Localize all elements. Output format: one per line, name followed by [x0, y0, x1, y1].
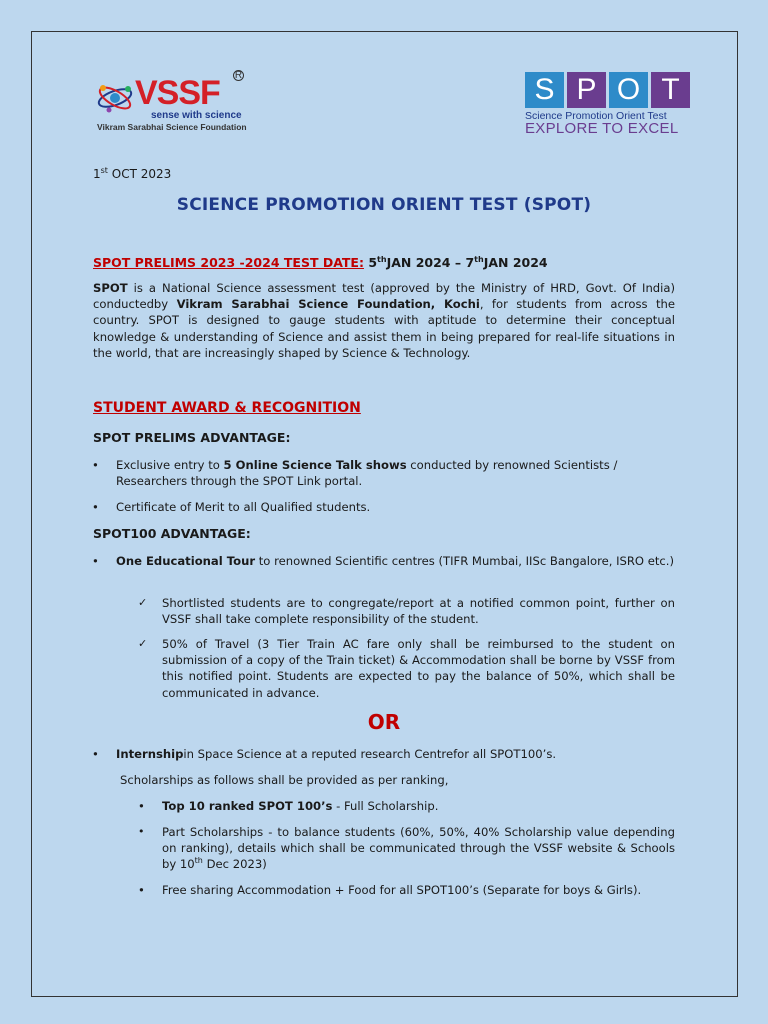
vssf-logo	[95, 70, 255, 138]
scholarship-intro: Scholarships as follows shall be provided as per ranking,	[120, 773, 449, 787]
list-item: • Top 10 ranked SPOT 100’s - Full Scholarship.	[138, 799, 439, 813]
bullet-icon: •	[92, 500, 99, 514]
vssf-wordmark: VSSF	[135, 74, 220, 112]
list-item: • One Educational Tour to renowned Scientific centres (TIFR Mumbai, IISc Bangalore, ISRO etc.)	[92, 554, 674, 568]
page-title: SCIENCE PROMOTION ORIENT TEST (SPOT)	[176, 195, 592, 215]
bullet-icon: •	[92, 747, 99, 761]
document-date: 1st OCT 2023	[93, 166, 172, 181]
spot-letter-p: P	[567, 72, 606, 108]
list-item: • Free sharing Accommodation + Food for all SPOT100’s (Separate for boys & Girls).	[138, 883, 642, 897]
check-icon: ✓	[138, 637, 148, 650]
spot-slogan: EXPLORE TO EXCEL	[525, 120, 679, 137]
or-divider: OR	[367, 710, 401, 734]
atom-logo-icon	[95, 80, 139, 114]
bullet-icon: •	[138, 799, 145, 813]
spot-letter-t: T	[651, 72, 690, 108]
list-item: • Part Scholarships - to balance students (60%, 50%, 40% Scholarship value depending on ranking), details which shall be communicated through the VSSF website & Schools by 10th Dec 2023)	[138, 825, 675, 872]
spot100-advantage-heading: SPOT100 ADVANTAGE:	[93, 526, 251, 541]
intro-paragraph: SPOT is a National Science assessment test (approved by the Ministry of HRD, Govt. Of India) conductedby Vikram Sarabhai Science Foundation, Kochi, for students from across the country. SPOT is designed to gauge students with aptitude to determine their conceptual knowledge & understanding of Science and assist them in being prepared for real-life situations in the world, that are increasingly shaped by Science & Technology.	[93, 281, 675, 360]
spot-subtitle: Science Promotion Orient Test	[525, 110, 667, 122]
vssf-org-name: Vikram Sarabhai Science Foundation	[97, 122, 247, 132]
list-item: ✓ 50% of Travel (3 Tier Train AC fare only shall be reimbursed to the student on submission of a copy of the Train ticket) & Accommodation shall be borne by VSSF from this notified point. Students are expected to pay the balance of 50%, which shall be communicated in advance.	[138, 637, 675, 700]
spot-letter-s: S	[525, 72, 564, 108]
spot-logo	[525, 72, 695, 138]
test-date-line: SPOT PRELIMS 2023 -2024 TEST DATE: 5thJAN 2024 – 7thJAN 2024	[93, 254, 548, 270]
bullet-icon: •	[92, 458, 99, 472]
list-item: • Certificate of Merit to all Qualified students.	[92, 500, 371, 514]
list-item: • Exclusive entry to 5 Online Science Talk shows conducted by renowned Scientists / Researchers through the SPOT Link portal.	[92, 458, 618, 489]
vssf-tagline: sense with science	[151, 110, 242, 121]
spot-letter-o: O	[609, 72, 648, 108]
test-date-label: SPOT PRELIMS 2023 -2024 TEST DATE:	[93, 255, 364, 270]
prelims-advantage-heading: SPOT PRELIMS ADVANTAGE:	[93, 430, 291, 445]
bullet-icon: •	[92, 554, 99, 568]
registered-mark: R	[234, 70, 243, 81]
check-icon: ✓	[138, 596, 148, 609]
bullet-icon: •	[138, 825, 145, 838]
list-item: ✓ Shortlisted students are to congregate/report at a notified common point, further on VSSF shall take complete responsibility of the student.	[138, 596, 675, 627]
list-item: • Internshipin Space Science at a reputed research Centrefor all SPOT100’s.	[92, 747, 557, 761]
bullet-icon: •	[138, 883, 145, 897]
award-heading: STUDENT AWARD & RECOGNITION	[93, 400, 361, 416]
